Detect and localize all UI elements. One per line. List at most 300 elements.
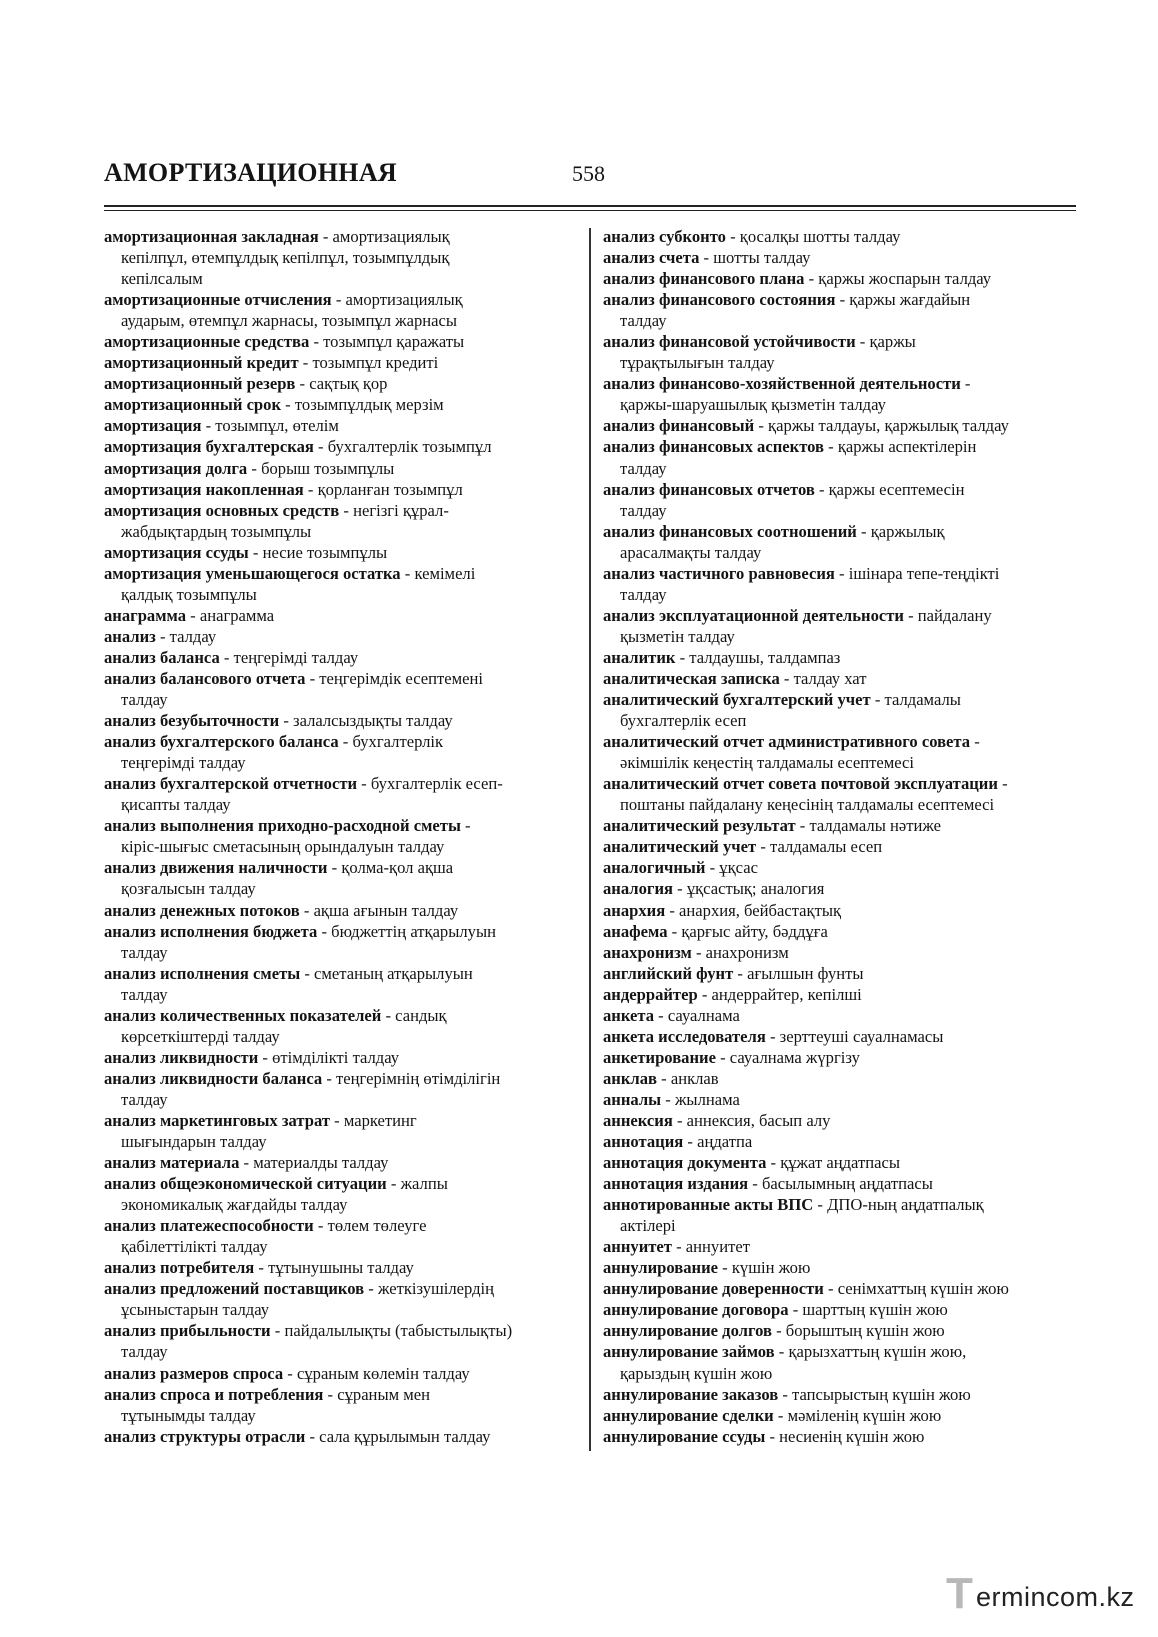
entry-translation-line: қызметін талдау [620,626,735,646]
column-divider [589,228,591,1451]
entry-translation-line: ДПО-ның аңдатпалық [827,1195,984,1215]
entry-term: аналитический учет [603,837,757,857]
entry-separator: - [661,1089,675,1109]
entry-term: анализ частичного равновесия [603,563,835,583]
entry-translation-line: талдамалы нәтиже [809,816,941,836]
dictionary-entry [603,226,1083,247]
entry-separator: - [357,774,371,794]
entry-translation-line: пайдалану [917,605,992,625]
entry-separator: - [733,963,748,983]
entry-translation-line: кемімелі [414,563,476,583]
entry-separator: - [279,711,294,731]
dictionary-entry [603,1384,1083,1405]
entry-translation-line: күшін жою [731,1258,811,1278]
entry-translation-line: қарғыс айту, бәддұға [681,921,828,941]
entry-translation-line: сауалнама жүргізу [729,1047,860,1067]
entry-translation-line: көрсеткіштерді талдау [121,1026,280,1046]
entry-term: аналитический отчет административного совета [603,732,971,752]
entry-separator: - [667,921,682,941]
entry-separator: - [773,1405,788,1425]
entry-term: амортизация бухгалтерская [104,437,314,457]
dictionary-entry [603,878,1083,899]
dictionary-entry [603,563,1083,605]
entry-translation-line: ұқсас [719,858,758,878]
dictionary-entry [603,1236,1083,1257]
entry-term: анализ потребителя [104,1258,255,1278]
entry-term: английский фунт [603,963,734,983]
entry-translation-line: тозымпұл, өтелім [215,416,339,436]
entry-separator: - [672,879,687,899]
entry-translation-line: талдау [121,690,168,710]
entry-translation-line: ұсыныстарын талдау [121,1300,270,1320]
entry-translation-line: жылнама [674,1089,740,1109]
entry-translation-line: қаржылық [870,521,945,541]
entry-term: аналогичный [603,858,706,878]
entry-translation-line: аннуитет [685,1237,750,1257]
entry-translation-line: сауалнама [667,1005,740,1025]
entry-term: анализ денежных потоков [104,900,300,920]
dictionary-entry [104,479,584,500]
page-header-title: АМОРТИЗАЦИОННАЯ [104,158,397,187]
entry-term: анализ финансовых аспектов [603,437,824,457]
entry-term: анализ счета [603,248,700,268]
dictionary-entry [603,1068,1083,1089]
entry-separator: - [381,1005,396,1025]
entry-separator: - [339,500,354,520]
dictionary-entry [603,436,1083,478]
entry-term: аннотация издания [603,1174,749,1194]
entry-term: амортизационная закладная [104,227,319,246]
entry-term: аннотированные акты ВПС [603,1195,814,1215]
entry-term: амортизация накопленная [104,479,304,499]
watermark-text: ermincom.kz [976,1582,1135,1612]
entry-term: амортизация долга [104,458,248,478]
entry-separator: - [295,374,310,394]
entry-term: аннулирование ссуды [603,1426,766,1446]
entry-term: анализ [104,626,156,646]
entry-term: анализ материала [104,1153,240,1173]
entry-separator: - [318,227,333,246]
entry-separator: - [795,816,810,836]
dictionary-entry [104,1426,584,1447]
entry-translation-line: анклав [670,1068,719,1088]
entry-separator: - [305,1426,320,1446]
entry-separator: - [778,1384,792,1404]
entry-separator: - [683,1132,698,1152]
entry-translation-line: тұрақтылығын талдау [620,353,775,373]
entry-separator: - [766,1153,781,1173]
dictionary-entry [104,1152,584,1173]
entry-translation-line: қисапты талдау [121,795,231,815]
entry-translation-line: залалсыздықты талдау [293,711,453,731]
entry-translation-line: құжат аңдатпасы [780,1153,900,1173]
dictionary-entry [603,247,1083,268]
entry-term: амортизационные отчисления [104,290,332,310]
dictionary-entry [104,815,584,857]
dictionary-entry [603,963,1083,984]
entry-translation-line: сұраным мен [337,1384,430,1404]
entry-translation-line: қаржы аспектілерін [837,437,977,457]
entry-translation-line: бухгалтерлік есеп- [370,774,503,794]
entry-term: анализ платежеспособности [104,1216,314,1236]
entry-translation-line: қаржы жағдайын [849,290,971,310]
dictionary-entry [603,1026,1083,1047]
entry-translation-line: басылымның аңдатпасы [761,1174,933,1194]
dictionary-entry [603,836,1083,857]
entry-translation-line: борыштың күшін жою [785,1321,945,1341]
entry-translation-line: қорланған тозымпұл [317,479,463,499]
entry-translation-line: талдау [121,984,168,1004]
dictionary-entry [603,1278,1083,1299]
entry-translation-line: теңгерімді талдау [121,753,246,773]
entry-separator: - [813,1195,828,1215]
entry-term: анкета [603,1005,655,1025]
entry-term: амортизация [104,416,202,436]
entry-term: аннулирование долгов [603,1321,772,1341]
entry-translation-line: қаржы талдауы, қаржылық талдау [768,416,1009,436]
entry-separator: - [870,690,885,710]
entry-translation-line: маркетинг [343,1110,417,1130]
dictionary-entry [104,500,584,542]
entry-separator: - [697,984,712,1004]
entry-translation-line: экономикалық жағдайды талдау [121,1195,348,1215]
dictionary-entry [104,1173,584,1215]
entry-term: анализ прибыльности [104,1321,271,1341]
dictionary-entry [603,1299,1083,1320]
dictionary-entry [603,1320,1083,1341]
dictionary-entry [104,352,584,373]
entry-separator: - [322,1068,337,1088]
entry-translation-line: несиенің күшін жою [779,1426,925,1446]
dictionary-entry [104,1110,584,1152]
entry-term: анализ выполнения приходно-расходной сметы [104,816,461,836]
entry-term: амортизационный резерв [104,374,296,394]
entry-separator: - [330,1110,344,1130]
entry-translation-line: талдау [620,584,667,604]
entry-separator: - [672,1110,687,1130]
dictionary-entry [603,857,1083,878]
entry-term: амортизационные средства [104,332,310,352]
entry-translation-line: қаржы [869,332,916,352]
entry-translation-line: талдау [620,500,667,520]
entry-translation-line: анархия, бейбастақтық [679,900,842,920]
entry-term: анализ финансовой устойчивости [603,332,856,352]
entry-translation-line: ақша ағынын талдау [313,900,459,920]
entry-term: анализ финансовый [603,416,755,436]
entry-separator: - [317,921,332,941]
entry-translation-line: пайдалылықты (табыстылықты) [284,1321,513,1341]
entry-term: анкетирование [603,1047,716,1067]
header-rule-thick [104,205,1076,207]
entry-term: анализ балансового отчета [104,668,306,688]
entry-translation-line: талдау [121,1089,168,1109]
entry-term: аналитический результат [603,816,796,836]
entry-translation-line: поштаны пайдалану кеңесінің талдамалы есептемесі [620,795,995,815]
entry-translation-line: тозымпұл кредиті [312,353,439,373]
entry-term: анналы [603,1089,662,1109]
entry-separator: - [823,1279,838,1299]
dictionary-entry [104,605,584,626]
watermark-logo [946,1570,1146,1620]
entry-term: анализ ликвидности баланса [104,1068,323,1088]
dictionary-entry [104,542,584,563]
entry-term: амортизация уменьшающегося остатка [104,563,401,583]
entry-term: аннулирование доверенности [603,1279,824,1299]
right-column [603,226,1083,1447]
entry-translation-line: ағылшын фунты [747,963,864,983]
entry-separator: - [691,942,706,962]
entry-term: анализ эксплуатационной деятельности [603,605,904,625]
entry-separator: - [779,668,794,688]
dictionary-entry [104,921,584,963]
dictionary-entry [104,1215,584,1257]
entry-translation-line: андеррайтер, кепілші [711,984,862,1004]
dictionary-entry [603,289,1083,331]
entry-translation-line: қалдық тозымпұлы [121,584,257,604]
dictionary-entry [104,668,584,710]
entry-translation-line: талдау [121,942,168,962]
entry-term: анализ общеэкономической ситуации [104,1174,387,1194]
entry-translation-line: талдау [121,1342,168,1362]
entry-separator: - [201,416,216,436]
entry-term: анализ бухгалтерского баланса [104,732,339,752]
entry-translation-line: сұраным көлемін талдау [296,1363,470,1383]
dictionary-entry [603,1173,1083,1194]
entry-separator: - [765,1426,780,1446]
dictionary-entry [104,647,584,668]
entry-separator: - [675,647,690,667]
entry-translation-line: талдаушы, талдампаз [689,647,841,667]
entry-term: анализ движения наличности [104,858,328,878]
dictionary-entry [603,647,1083,668]
entry-term: аннотация документа [603,1153,767,1173]
entry-translation-line: қаржы жоспарын талдау [818,269,992,289]
entry-translation-line: қозғалысын талдау [121,879,256,899]
entry-term: анализ бухгалтерской отчетности [104,774,358,794]
entry-separator: - [715,1047,730,1067]
entry-translation-line: кепілпұл, өтемпұлдық кепілпұл, тозымпұлдық [121,248,450,268]
entry-translation-line: тозымпұлдық мерзім [294,395,444,415]
entry-term: анахронизм [603,942,692,962]
entry-term: амортизация ссуды [104,542,249,562]
entry-separator: - [313,437,328,457]
entry-translation-line: өтімділікті талдау [272,1047,400,1067]
entry-term: анализ финансового состояния [603,290,836,310]
entry-term: анализ маркетинговых затрат [104,1110,330,1130]
dictionary-entry [603,1426,1083,1447]
entry-term: аннексия [603,1110,673,1130]
entry-translation-line: ұқсастық; аналогия [686,879,825,899]
entry-translation-line: қабілеттілікті талдау [121,1237,268,1257]
entry-term: аннулирование займов [603,1342,775,1362]
page-number: 558 [572,161,605,186]
entry-separator: - [186,605,200,625]
entry-separator: - [960,374,971,394]
entry-separator: - [835,290,850,310]
dictionary-entry [603,268,1083,289]
entry-translation-line: сақтық қор [309,374,388,394]
entry-translation-line: қарыздың күшін жою [620,1363,773,1383]
entry-term: анализ субконто [603,227,726,246]
entry-term: анализ финансового плана [603,269,805,289]
dictionary-entry [104,626,584,647]
entry-term: анализ финансовых соотношений [603,521,857,541]
dictionary-entry [104,963,584,1005]
dictionary-entry [603,1005,1083,1026]
entry-term: анализ ликвидности [104,1047,259,1067]
entry-translation-line: төлем төлеуге [327,1216,427,1236]
entry-translation-line: анахронизм [705,942,789,962]
entry-separator: - [718,1258,732,1278]
entry-term: аналитический бухгалтерский учет [603,690,871,710]
dictionary-entry [104,1068,584,1110]
entry-translation-line: борыш тозымпұлы [261,458,395,478]
entry-translation-line: негізгі құрал- [353,500,449,520]
entry-separator: - [834,563,849,583]
entry-translation-line: бухгалтерлік [352,732,444,752]
entry-separator: - [856,521,871,541]
entry-translation-line: бухгалтерлік тозымпұл [327,437,492,457]
entry-separator: - [824,437,838,457]
entry-separator: - [657,1068,671,1088]
entry-translation-line: анаграмма [199,605,275,625]
entry-term: анализ структуры отрасли [104,1426,306,1446]
entry-separator: - [699,248,714,268]
entry-translation-line: талдамалы есеп [770,837,883,857]
entry-separator: - [155,626,170,646]
entry-translation-line: аударым, өтемпұл жарнасы, тозымпұл жарнасы [121,311,458,331]
dictionary-entry [104,458,584,479]
dictionary-entry [104,373,584,394]
header-rule-thin [104,210,1076,211]
entry-translation-line: жалпы [400,1174,448,1194]
entry-separator: - [725,227,740,246]
entry-term: анаграмма [104,605,187,625]
entry-term: амортизационный кредит [104,353,299,373]
dictionary-entry [603,689,1083,731]
dictionary-entry [603,942,1083,963]
entry-term: анализ финансово-хозяйственной деятельности [603,374,961,394]
entry-separator: - [771,1321,786,1341]
entry-translation-line: актілері [620,1216,676,1236]
entry-separator: - [219,647,234,667]
entry-translation-line: аңдатпа [697,1132,753,1152]
entry-separator: - [281,395,295,415]
entry-separator: - [855,332,870,352]
entry-separator: - [270,1321,285,1341]
entry-separator: - [460,816,471,836]
dictionary-entry [104,731,584,773]
dictionary-entry [104,436,584,457]
entry-separator: - [665,900,680,920]
dictionary-entry [104,289,584,331]
entry-separator: - [298,353,313,373]
dictionary-entry [104,226,584,289]
entry-translation-line: талдау [620,311,667,331]
dictionary-entry [104,563,584,605]
entry-term: анализ безубыточности [104,711,280,731]
entry-separator: - [400,563,415,583]
entry-separator: - [654,1005,668,1025]
dictionary-entry [104,773,584,815]
entry-translation-line: арасалмақты талдау [620,542,762,562]
dictionary-entry [603,1131,1083,1152]
entry-translation-line: қаржы есептемесін [828,479,965,499]
entry-separator: - [364,1279,378,1299]
entry-term: анализ размеров спроса [104,1363,284,1383]
entry-term: анализ предложений поставщиков [104,1279,365,1299]
entry-translation-line: талдау хат [793,668,867,688]
entry-separator: - [970,732,980,752]
dictionary-entry [104,1257,584,1278]
dictionary-entry [603,1047,1083,1068]
dictionary-entry [104,331,584,352]
entry-translation-line: қаржы-шаруашылық қызметін талдау [620,395,886,415]
entry-separator: - [754,416,769,436]
entry-separator: - [258,1047,273,1067]
entry-term: анархия [603,900,666,920]
dictionary-entry [603,1110,1083,1131]
entry-separator: - [788,1300,803,1320]
entry-separator: - [331,290,346,310]
entry-translation-line: шарттың күшін жою [802,1300,948,1320]
entry-translation-line: кепілсалым [121,269,203,289]
entry-separator: - [254,1258,269,1278]
entry-separator: - [774,1342,789,1362]
entry-translation-line: шығындарын талдау [121,1132,267,1152]
entry-translation-line: кіріс-шығыс сметасының орындалуын талдау [121,837,445,857]
dictionary-entry [603,373,1083,415]
dictionary-entry [104,1278,584,1320]
left-column [104,226,584,1447]
entry-separator: - [756,837,771,857]
entry-translation-line: сметаның атқарылуын [314,963,473,983]
entry-translation-line: сандық [395,1005,447,1025]
entry-separator: - [671,1237,686,1257]
dictionary-entry [104,1384,584,1426]
entry-translation-line: қарызхаттың күшін жою, [788,1342,967,1362]
entry-separator: - [313,1216,328,1236]
entry-term: анализ финансовых отчетов [603,479,815,499]
entry-separator: - [386,1174,401,1194]
entry-translation-line: аннексия, басып алу [686,1110,831,1130]
dictionary-entry [603,521,1083,563]
entry-separator: - [997,774,1008,794]
entry-term: аннулирование [603,1258,719,1278]
entry-separator: - [804,269,819,289]
dictionary-entry [104,1363,584,1384]
entry-translation-line: зерттеуші сауалнамасы [779,1026,944,1046]
dictionary-entry [603,1152,1083,1173]
entry-separator: - [299,900,314,920]
watermark-letter: T [946,1569,973,1618]
entry-separator: - [338,732,353,752]
entry-separator: - [748,1174,762,1194]
entry-translation-line: тұтынушыны талдау [268,1258,414,1278]
entry-separator: - [303,479,318,499]
dictionary-entry [603,1341,1083,1383]
entry-separator: - [765,1026,780,1046]
entry-translation-line: талдау [169,626,217,646]
entry-translation-line: тапсырыстың күшін жою [792,1384,971,1404]
entry-term: анкета исследователя [603,1026,766,1046]
entry-translation-line: жабдықтардың тозымпұлы [121,521,312,541]
dictionary-entry [603,331,1083,373]
entry-term: анализ количественных показателей [104,1005,382,1025]
dictionary-entry [104,710,584,731]
entry-translation-line: бухгалтерлік есеп [620,711,747,731]
dictionary-entry [603,605,1083,647]
